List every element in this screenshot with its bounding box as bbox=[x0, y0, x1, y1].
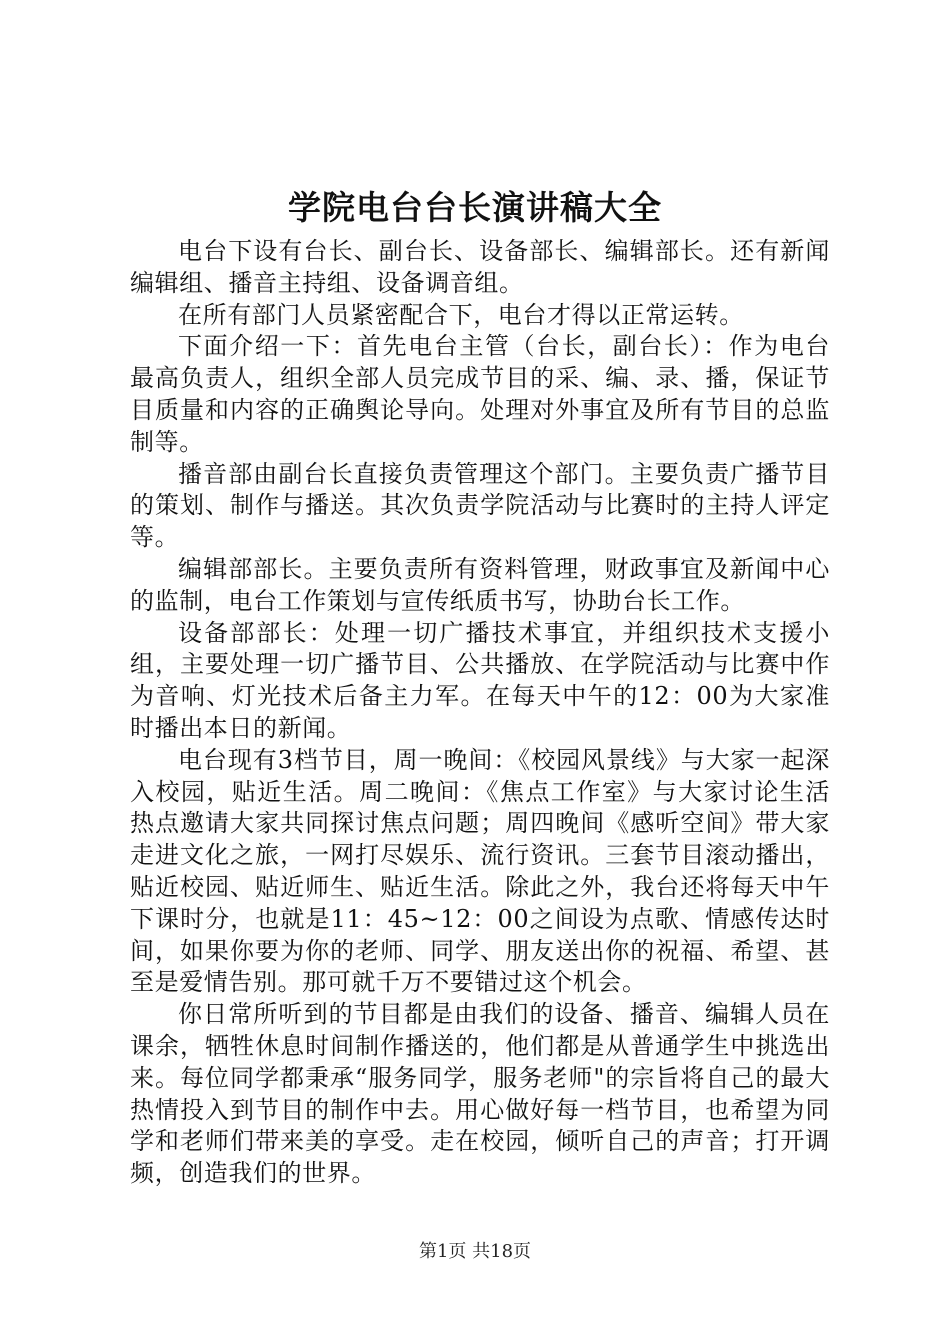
page-footer: 第1页 共18页 bbox=[418, 1241, 532, 1262]
paragraph: 电台下设有台长、副台长、设备部长、编辑部长。还有新闻编辑组、播音主持组、设备调音组。 bbox=[130, 237, 830, 297]
document-body bbox=[130, 236, 830, 1190]
paragraph: 你日常所听到的节目都是由我们的设备、播音、编辑人员在课余，牺牲休息时间制作播送的，他们都是从普通学生中挑选出来。每位同学都秉承“服务同学，服务老师"的宗旨将自己的最大热情投入到节目的制作中去。用心做好每一档节目，也希望为同学和老师们带来美的享受。走在校园，倾听自己的声音；打开调频，创造我们的世界。 bbox=[130, 1000, 830, 1188]
paragraph: 下面介绍一下：首先电台主管（台长，副台长）：作为电台最高负责人，组织全部人员完成节目的采、编、录、播，保证节目质量和内容的正确舆论导向。处理对外事宜及所有节目的总监制等。 bbox=[130, 332, 830, 456]
paragraph: 在所有部门人员紧密配合下，电台才得以正常运转。 bbox=[178, 300, 744, 329]
paragraph: 电台现有3档节目，周一晚间：《校园风景线》与大家一起深入校园，贴近生活。周二晚间：《焦点工作室》与大家讨论生活热点邀请大家共同探讨焦点问题；周四晚间《感听空间》带大家走进文化之旅，一网打尽娱乐、流行资讯。三套节目滚动播出，贴近校园、贴近师生、贴近生活。除此之外，我台还将每天中午下课时分，也就是11：45~12：00之间设为点歌、情感传达时间，如果你要为你的老师、同学、朋友送出你的祝福、希望、甚至是爱情告别。那可就千万不要错过这个机会。 bbox=[130, 745, 830, 997]
document-title: 学院电台台长演讲稿大全 bbox=[288, 188, 662, 227]
paragraph: 设备部部长：处理一切广播技术事宜，并组织技术支援小组，主要处理一切广播节目、公共播放、在学院活动与比赛中作为音响、灯光技术后备主力军。在每天中午的12：00为大家准时播出本日的新闻。 bbox=[130, 618, 830, 742]
paragraph: 编辑部部长。主要负责所有资料管理，财政事宜及新闻中心的监制，电台工作策划与宣传纸质书写，协助台长工作。 bbox=[130, 554, 830, 615]
paragraph: 播音部由副台长直接负责管理这个部门。主要负责广播节目的策划、制作与播送。其次负责学院活动与比赛时的主持人评定等。 bbox=[130, 459, 830, 552]
